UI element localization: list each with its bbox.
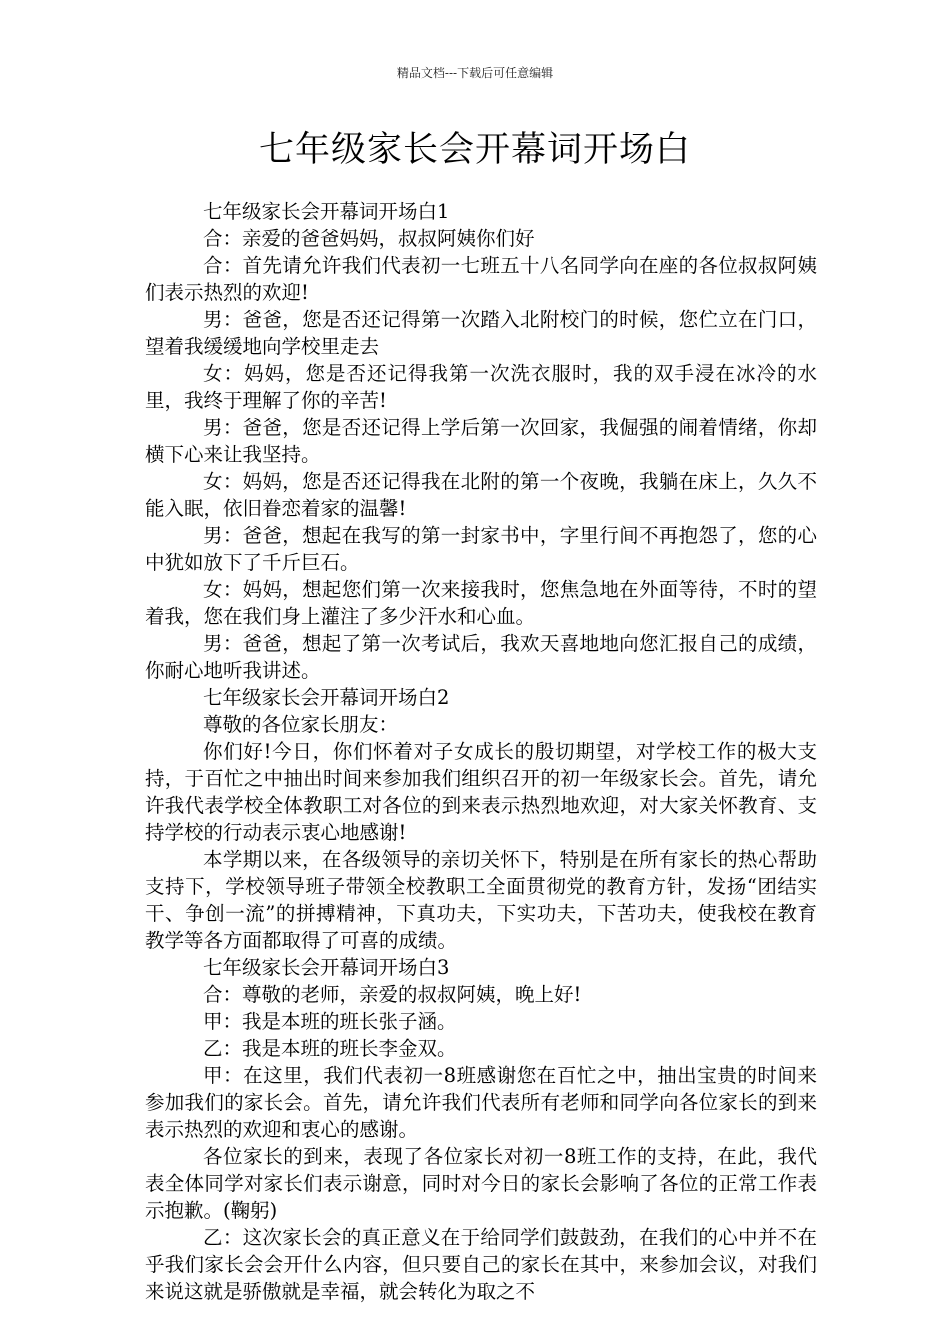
paragraph: 乙：这次家长会的真正意义在于给同学们鼓鼓劲，在我们的心中并不在乎我们家长会会开什么内容，但只要自己的家长在其中，来参加会议，对我们来说这就是骄傲就是幸福，就会转化为取之不 — [145, 1226, 817, 1303]
paragraph: 女：妈妈，您是否还记得我第一次洗衣服时，我的双手浸在冰冷的水里，我终于理解了你的辛苦! — [145, 362, 817, 412]
paragraph: 甲：在这里，我们代表初一8班感谢您在百忙之中，抽出宝贵的时间来参加我们的家长会。首先，请允许我们代表所有老师和同学向各位家长的到来表示热烈的欢迎和衷心的感谢。 — [145, 1064, 817, 1141]
paragraph: 各位家长的到来，表现了各位家长对初一8班工作的支持，在此，我代表全体同学对家长们表示谢意，同时对今日的家长会影响了各位的正常工作表示抱歉。(鞠躬) — [145, 1145, 817, 1222]
paragraph: 合：亲爱的爸爸妈妈，叔叔阿姨你们好 — [203, 227, 535, 250]
paragraph: 你们好!今日，你们怀着对子女成长的殷切期望，对学校工作的极大支持，于百忙之中抽出时间来参加我们组织召开的初一年级家长会。首先，请允许我代表学校全体教职工对各位的到来表示热烈地欢迎，对大家关怀教育、支持学校的行动表示衷心地感谢! — [145, 740, 817, 844]
paragraph: 七年级家长会开幕词开场白2 — [203, 686, 450, 709]
paragraph: 七年级家长会开幕词开场白1 — [203, 200, 450, 223]
paragraph: 男：爸爸，您是否还记得第一次踏入北附校门的时候，您伫立在门口，望着我缓缓地向学校里走去 — [145, 308, 817, 358]
document-title: 七年级家长会开幕词开场白 — [258, 130, 691, 170]
paragraph: 合：尊敬的老师，亲爱的叔叔阿姨，晚上好! — [203, 983, 582, 1006]
paragraph: 女：妈妈，您是否还记得我在北附的第一个夜晚，我躺在床上，久久不能入眠，依旧眷恋着家的温馨! — [145, 470, 817, 520]
paragraph: 女：妈妈，想起您们第一次来接我时，您焦急地在外面等待，不时的望着我，您在我们身上灌注了多少汗水和心血。 — [145, 578, 817, 628]
paragraph: 甲：我是本班的班长张子涵。 — [203, 1010, 457, 1033]
header-note: 精品文档---下载后可任意编辑 — [396, 66, 554, 80]
paragraph: 男：爸爸，想起在我写的第一封家书中，字里行间不再抱怨了，您的心中犹如放下了千斤巨石。 — [145, 524, 817, 574]
paragraph: 乙：我是本班的班长李金双。 — [203, 1037, 457, 1060]
document-body — [145, 198, 817, 1305]
paragraph: 男：爸爸，想起了第一次考试后，我欢天喜地地向您汇报自己的成绩，你耐心地听我讲述。 — [145, 632, 817, 682]
paragraph: 合：首先请允许我们代表初一七班五十八名同学向在座的各位叔叔阿姨们表示热烈的欢迎! — [145, 254, 817, 304]
paragraph: 尊敬的各位家长朋友： — [203, 713, 399, 736]
paragraph: 七年级家长会开幕词开场白3 — [203, 956, 450, 979]
paragraph: 男：爸爸，您是否还记得上学后第一次回家，我倔强的闹着情绪，你却横下心来让我坚持。 — [145, 416, 817, 466]
paragraph: 本学期以来，在各级领导的亲切关怀下，特别是在所有家长的热心帮助支持下，学校领导班子带领全校教职工全面贯彻党的教育方针，发扬“团结实干、争创一流”的拼搏精神，下真功夫，下实功夫，下苦功夫，使我校在教育教学等各方面都取得了可喜的成绩。 — [145, 848, 817, 952]
